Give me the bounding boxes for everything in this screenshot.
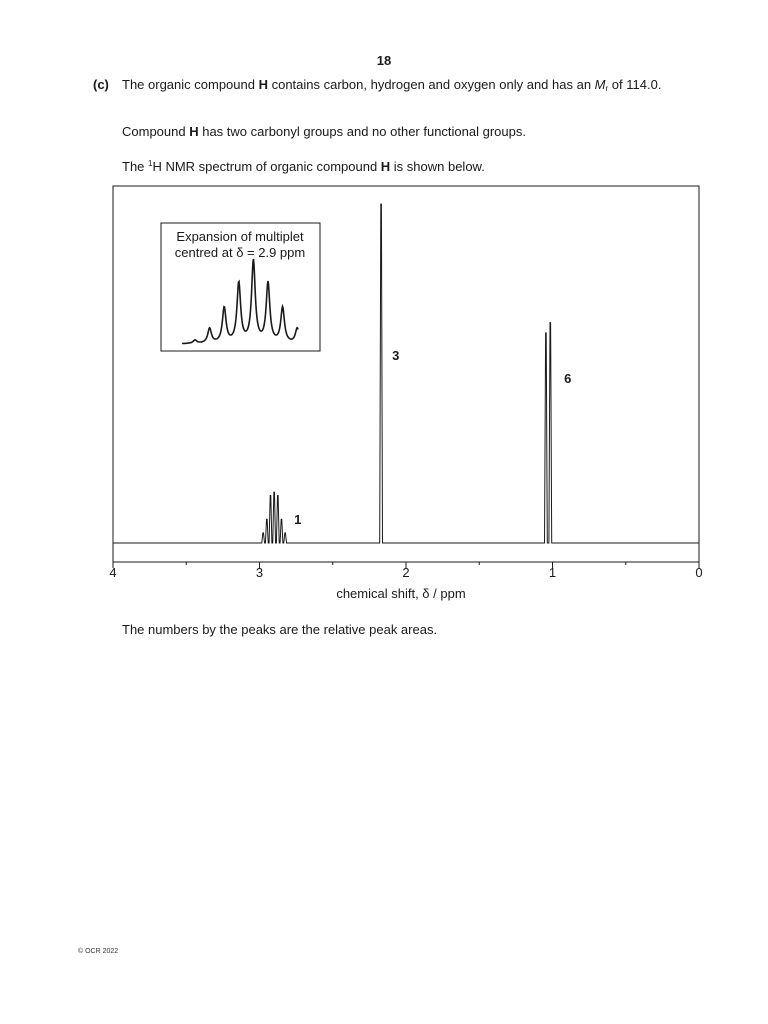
question-label: (c)	[93, 77, 109, 92]
x-tick-label: 4	[109, 565, 117, 580]
page-number: 18	[376, 53, 392, 68]
x-axis-tick-labels	[109, 565, 702, 580]
x-axis-label: chemical shift, δ / ppm	[336, 586, 466, 601]
question-intro: The organic compound H contains carbon, hydrogen and oxygen only and has an $M_r$ of 114.0.	[122, 77, 662, 93]
question-spectrum-intro: The $^1$H NMR spectrum of organic compound H is shown below.	[122, 159, 485, 174]
peak-area-label: 3	[392, 348, 400, 363]
peak-area-labels	[294, 348, 571, 527]
x-tick-label: 0	[695, 565, 703, 580]
x-tick-label: 1	[548, 565, 557, 580]
x-tick-label: 3	[255, 565, 264, 580]
inset-expansion	[161, 223, 320, 351]
inset-title-line1: Expansion of multiplet	[176, 229, 304, 244]
peak-area-label: 6	[564, 371, 572, 386]
peak-area-note: The numbers by the peaks are the relative peak areas.	[122, 622, 438, 637]
inset-title-line2: centred at δ = 2.9 ppm	[174, 245, 306, 260]
peak-area-label: 1	[294, 512, 302, 527]
question-carbonyl: Compound H has two carbonyl groups and no other functional groups.	[122, 124, 526, 139]
copyright: © OCR 2022	[78, 948, 119, 955]
x-tick-label: 2	[402, 565, 410, 580]
